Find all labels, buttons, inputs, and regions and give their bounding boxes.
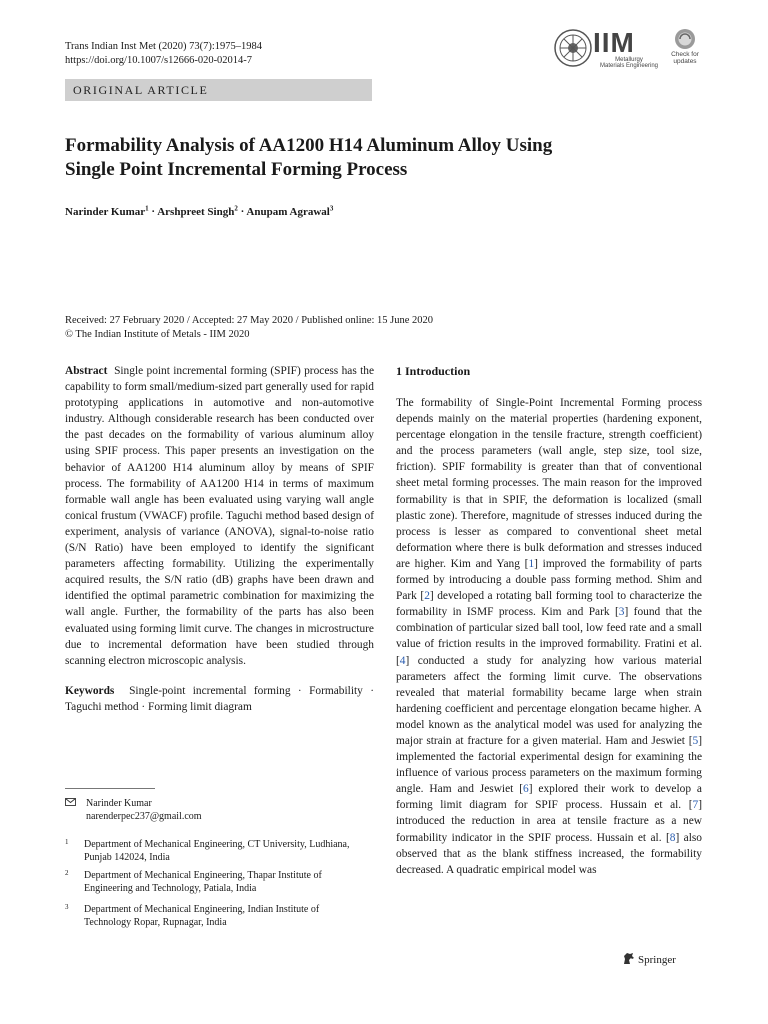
iim-logo-subtitle: Metallurgy Materials Engineering [599,57,659,69]
dates-line: Received: 27 February 2020 / Accepted: 27 May 2020 / Published online: 15 June 2020 [65,315,434,326]
iim-emblem-icon [553,28,593,68]
citation-link[interactable]: 5 [692,734,699,747]
publication-history [65,314,665,342]
citation-link[interactable]: 1 [528,557,535,570]
publisher-name: Springer [638,954,676,966]
citation-link[interactable]: 8 [669,831,676,844]
copyright-line: © The Indian Institute of Metals - IIM 2020 [65,329,250,340]
header-logos [553,28,703,70]
affiliation-text: Department of Mechanical Engineering, Thapar Institute of Engineering and Technology, Patiala, India [84,870,322,894]
affiliation-number: 1 [65,838,69,846]
journal-citation [65,40,262,68]
section-heading-introduction: 1 Introduction [396,364,471,378]
affiliation-text: Department of Mechanical Engineering, CT University, Ludhiana, Punjab 142024, India [84,839,350,863]
affiliation-number: 3 [65,903,69,911]
introduction-text: The formability of Single-Point Incremental Forming process depends mainly on the material properties (hardening exponent, percentage elongation in the tensile fracture, strength coefficient) and the process parameters (wall angle, step size, tool size, friction). SPIF formability is greater than that of conventional sheet metal forming processes. The main reason for the improved formability is that in SPIF, the deformation is localized (small plastic zone). Therefore, magnitude of stresses induced during the process is lesser as compared to conventional sheet metal deformation where there is bulk deformation and stresses induced are higher. Kim and Yang [1] improved the formability of parts formed by introducing a double pass forming method. Shim and Park [2] developed a rotating ball forming tool to characterize the formability in ISMF process. Kim and Park [3] found that the combination of particular sized ball tool, low feed rate and a small value of friction results in the improved formability. Fratini et al. [4] conducted a study for analyzing how various material parameters affect the forming limit curve. The observations revealed that material formability became large when strain hardening coefficient and percentage elongation became higher. A model known as the analytical model was used for analyzing the major strain at fracture for a given material. Ham and Jeswiet [5] implemented the factorial experimental design for examining the influence of various process parameters on the maximum forming angle. Ham and Jeswiet [6] explored their work to develop a forming limit diagram for SPIF process. Hussain et al. [7] introduced the reduction in area at tensile fracture as a new formability indicator in the SPIF process. Hussain et al. [8] also observed that as the blank stiffness increased, the formability decreased. A quadratic empirical model was [396,397,702,876]
citation-link[interactable]: 2 [424,590,430,603]
author-name[interactable]: Anupam Agrawal$^3$ [246,204,334,218]
doi-link[interactable]: https://doi.org/10.1007/s12666-020-02014-7 [65,55,253,66]
author-name[interactable]: Arshpreet Singh$^2$ [157,204,238,218]
iim-logo-text: IIM [593,27,635,58]
right-column [396,363,702,878]
citation-link[interactable]: 6 [523,783,529,796]
abstract-text: Single point incremental forming (SPIF) process has the capability to form small/medium-sized part generally used for rapid prototyping applications in automotive and non-automotive industry. Although considerable research has been conducted over the past decades on the formability of various aluminum alloy using SPIF process. This paper presents an investigation on the behavior of AA1200 H14 aluminum alloy by means of SPIF process. The formability of AA1200 H14 in terms of maximum formable wall angle has been evaluated using varying wall angle conical frustum (VWACF) profile. Taguchi method based design of experiment, analysis of variance (ANOVA), signal-to-noise ratio (S/N Ratio) have been employed to identify the significant parameters affecting formability. Utilizing the experimentally acquired results, the S/N ratio (dB) graphs have been drawn and identified the optimal parametric combination for maximizing the wall angle. Further, the formability of the parts has also been evaluated using forming limit curve. The changes in microstructure due to incremental deformation have been studied through scanning electron microscopic analysis. [65,365,375,667]
article-type-banner [65,79,372,101]
keywords-text: Single-point incremental forming · Formability · Taguchi method · Forming limit diagram [65,684,375,713]
footnote-divider [65,788,155,789]
citation-link[interactable]: 3 [618,606,625,619]
article-type-label: ORIGINAL ARTICLE [73,83,209,97]
check-for-updates-icon [668,28,702,52]
corresponding-author: Narinder Kumar [86,798,152,809]
author-list: Narinder Kumar$^1$ · Arshpreet Singh$^2$ · Anupam Agrawal$^3$ [65,204,334,218]
author-name[interactable]: Narinder Kumar$^1$ [65,204,149,218]
corresponding-email[interactable]: narenderpec237@gmail.com [86,811,202,822]
article-title: Formability Analysis of AA1200 H14 Aluminum Alloy Using Single Point Incremental Forming Process [65,135,553,180]
citation-link[interactable]: 4 [399,654,406,667]
abstract-label: Abstract [65,365,108,377]
check-for-updates-button[interactable] [668,28,702,68]
publisher-mark [622,952,676,966]
keywords-label: Keywords [65,684,115,697]
keywords [65,683,374,715]
journal-reference: Trans Indian Inst Met (2020) 73(7):1975–1984 [65,41,263,52]
affiliation-number: 2 [65,869,69,877]
affiliation-text: Department of Mechanical Engineering, Indian Institute of Technology Ropar, Rupnagar, India [84,904,320,928]
left-column [65,363,374,715]
check-for-updates-label: Check for updates [671,51,699,65]
springer-horse-icon [622,952,635,965]
citation-link[interactable]: 7 [692,799,699,812]
abstract [65,363,374,669]
envelope-icon [65,798,76,806]
